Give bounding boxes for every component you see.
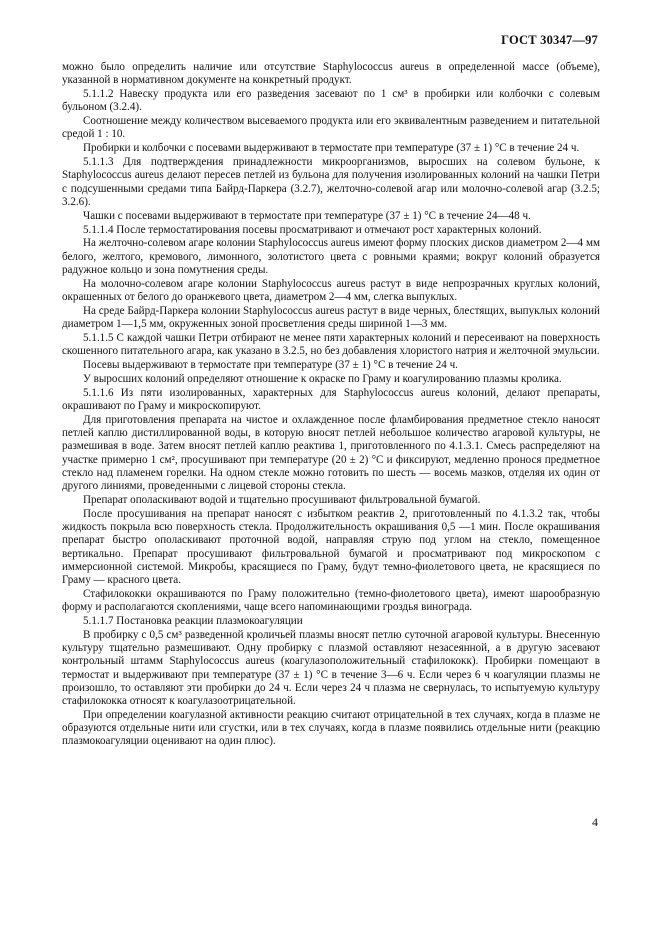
paragraph: В пробирку с 0,5 см³ разведенной кроличьей плазмы вносят петлю суточной агаровой культуры. Внесенную культуру тщательно размешивают. Одну пробирку с плазмой оставляют незасеянной, а в другую засевают контрольный штамм Staphylococcus aureus (коагулазоположительный стафилококк). Пробирки помещают в термостат и выдерживают при температуре (37 ± 1) °С в течение 3—6 ч. Если через 6 ч коагуляции плазмы не произошло, то оставляют эти пробирки до 24 ч. Если через 24 ч плазма не свернулась, то испытуемую культуру стафилококка относят к коагулазоотрицательной. xyxy=(62,628,600,708)
paragraph: У выросших колоний определяют отношение к окраске по Граму и коагулированию плазмы кролика. xyxy=(83,372,562,385)
paragraph: Стафилококки окрашиваются по Граму положительно (темно-фиолетового цвета), имеют шарообразную форму и располагаются скоплениями, чаще всего напоминающими гроздья винограда. xyxy=(62,587,600,614)
paragraph: 5.1.1.5 С каждой чашки Петри отбирают не менее пяти характерных колоний и пересеивают на поверхность скошенного питательного агара, как указано в 3.2.5, но без добавления хлористого натрия и желточной эмульсии. xyxy=(62,331,600,358)
paragraph: 5.1.1.4 После термостатирования посевы просматривают и отмечают рост характерных колоний. xyxy=(83,223,542,236)
paragraph: После просушивания на препарат наносят с избытком реактив 2, приготовленный по 4.1.3.2 так, чтобы жидкость покрыла всю поверхность стекла. Продолжительность окрашивания 0,5 —1 мин. После окрашивания препарат быстро ополаскивают проточной водой, направляя струю под углом на стекло, помещенное вертикально. Препарат просушивают фильтровальной бумагой и просматривают под микроскопом с иммерсионной системой. Микробы, красящиеся по Граму, будут темно-фиолетового цвета, не красящиеся по Граму — красного цвета. xyxy=(62,507,600,586)
document-id-header: ГОСТ 30347—97 xyxy=(501,33,598,47)
paragraph: Посевы выдерживают в термостате при температуре (37 ± 1) °С в течение 24 ч. xyxy=(83,359,458,372)
paragraph: 5.1.1.6 Из пяти изолированных, характерных для Staphylococcus aureus колоний, делают препараты, окрашивают по Граму и микроскопируют. xyxy=(62,386,600,412)
page-number: 4 xyxy=(592,815,598,829)
paragraph: На среде Байрд-Паркера колонии Staphylococcus aureus растут в виде черных, блестящих, выпуклых колоний диаметром 1—1,5 мм, окруженных зоной просветления среды шириной 1—3 мм. xyxy=(62,304,600,331)
body-text xyxy=(62,61,600,749)
paragraph: На желточно-солевом агаре колонии Staphylococcus aureus имеют форму плоских дисков диаметром 2—4 мм белого, желтого, кремового, лимонного, золотистого цвета с ровными краями; вокруг колоний образуется радужное кольцо и зона помутнения среды. xyxy=(62,237,600,276)
paragraph: Чашки с посевами выдерживают в термостате при температуре (37 ± 1) °С в течение 24—48 ч. xyxy=(83,209,531,222)
paragraph: На молочно-солевом агаре колонии Staphylococcus aureus растут в виде непрозрачных круглых колоний, окрашенных от белого до оранжевого цвета, диаметром 2—4 мм, слегка выпуклых. xyxy=(62,277,600,303)
paragraph: Препарат ополаскивают водой и тщательно просушивают фильтровальной бумагой. xyxy=(83,493,481,506)
paragraph: Соотношение между количеством высеваемого продукта или его эквивалентным разведением и питательной средой 1 : 10. xyxy=(62,115,600,141)
paragraph: При определении коагулазной активности реакцию считают отрицательной в тех случаях, когда в плазме не образуются отдельные нити или сгустки, или в тех случаях, когда в плазме появились отдельные нити (реакцию плазмокоагуляции оценивают на один плюс). xyxy=(62,708,600,748)
paragraph: 5.1.1.3 Для подтверждения принадлежности микроорганизмов, выросших на солевом бульоне, к Staphylococcus aureus делают пересев петлей из бульона для получения изолированных колоний на чашки Петри с подсушенными средами типа Байрд-Паркера (3.2.7), желточно-солевой агар или молочно-солевой агар (3.2.5; 3.2.6). xyxy=(62,156,600,208)
paragraph: Для приготовления препарата на чистое и охлажденное после фламбирования предметное стекло наносят петлей каплю дистиллированной воды, в которую вносят петлей небольшое количество агаровой культуры, не размешивая в воде. Затем вносят петлей каплю реактива 1, приготовленного по 4.1.3.1. Смесь распределяют на участке примерно 1 см², просушивают при температуре (20 ± 2) °С и фиксируют, медленно пронося предметное стекло над пламенем горелки. На одном стекле можно готовить по шесть — восемь мазков, отделяя их один от другого линиями, проведенными с лицевой стороны стекла. xyxy=(62,413,600,493)
paragraph: Пробирки и колбочки с посевами выдерживают в термостате при температуре (37 ± 1) °С в течение 24 ч. xyxy=(83,142,580,155)
paragraph: можно было определить наличие или отсутствие Staphylococcus aureus в определенной массе (объеме), указанной в нормативном документе на конкретный продукт. xyxy=(62,61,600,87)
paragraph: 5.1.1.2 Навеску продукта или его разведения засевают по 1 см³ в пробирки или колбочки с солевым бульоном (3.2.4). xyxy=(62,88,600,114)
section-heading: 5.1.1.7 Постановка реакции плазмокоагуляции xyxy=(83,614,303,627)
